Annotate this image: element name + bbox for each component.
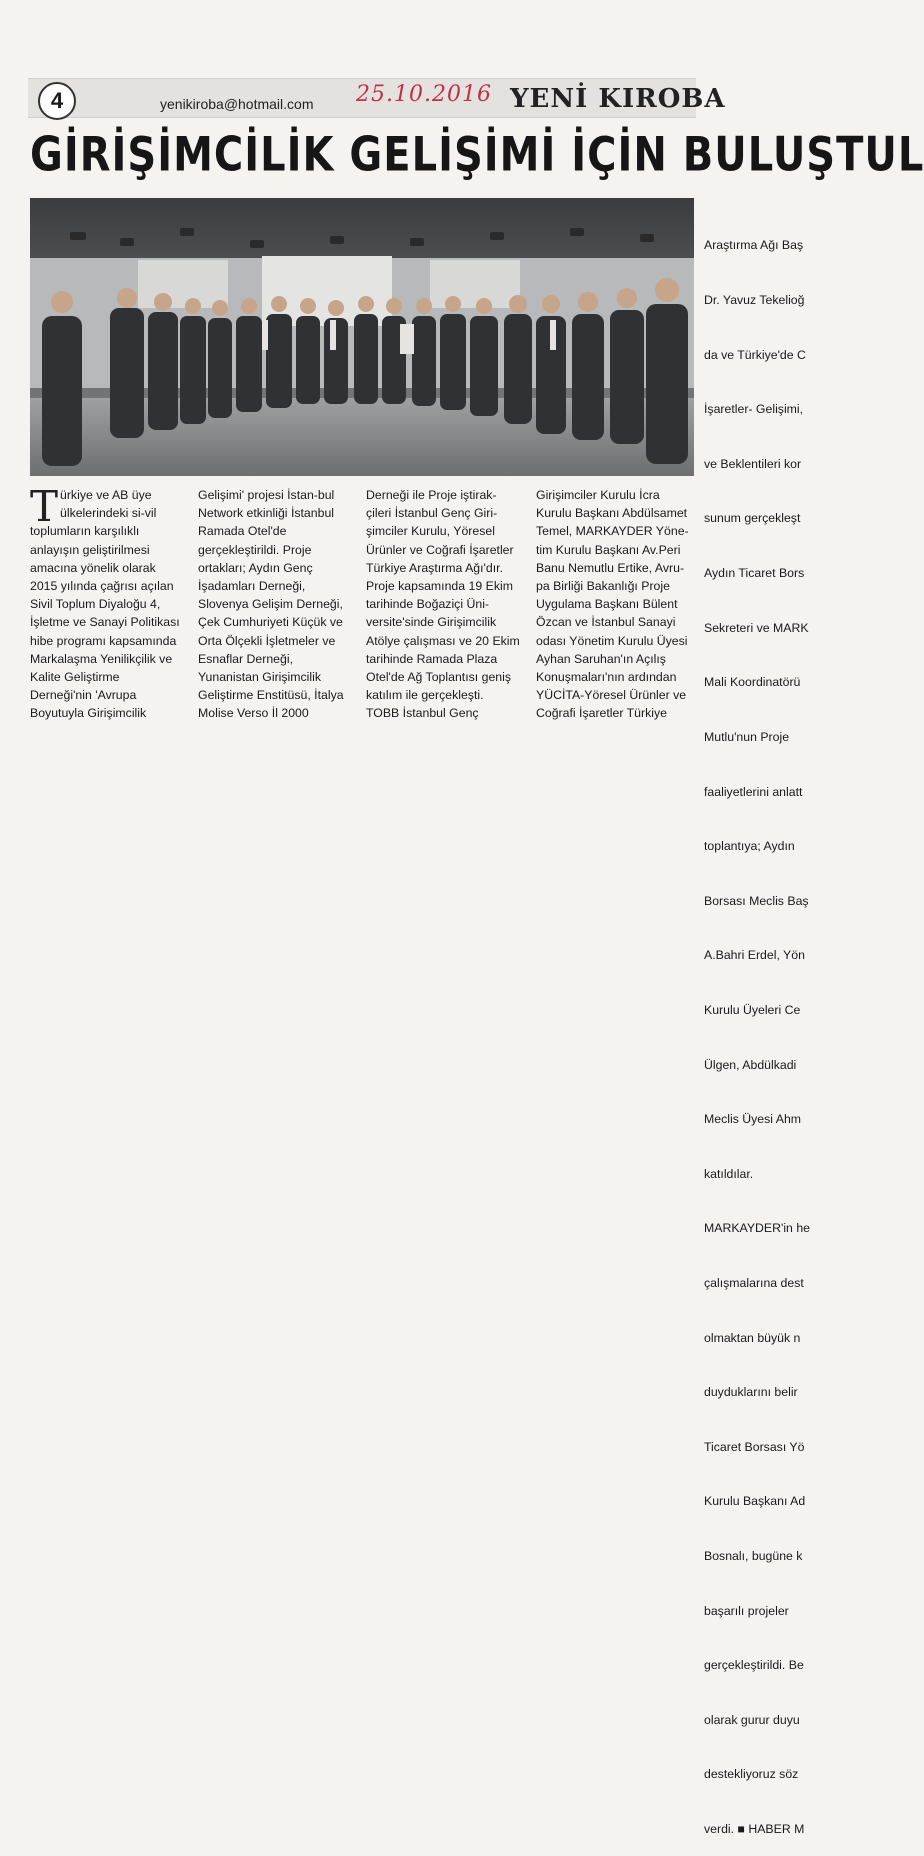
side-line: gerçekleştirildi. Be: [704, 1658, 804, 1673]
side-line: ve Beklentileri kor: [704, 456, 802, 471]
body-line: Gelişimi' projesi İstan-bul: [198, 488, 335, 502]
body-line: İşletme ve Sanayi Politikası: [30, 615, 180, 630]
body-line: Molise Verso İl 2000: [198, 706, 309, 721]
body-line: Ürünler ve Coğrafi İşaretler: [366, 542, 514, 557]
side-line: çalışmalarına dest: [704, 1275, 804, 1290]
body-line: Geliştirme Enstitüsü, İtalya: [198, 688, 344, 703]
side-line: Araştırma Ağı Baş: [704, 238, 804, 253]
side-line: destekliyoruz söz: [704, 1767, 799, 1782]
side-line: Mutlu'nun Proje: [704, 729, 790, 744]
body-line: Proje kapsamında 19 Ekim: [366, 579, 513, 594]
body-line: Özcan ve İstanbul Sanayi: [536, 615, 676, 630]
body-line: tim Kurulu Başkanı Av.Peri: [536, 542, 681, 557]
body-line: Uygulama Başkanı Bülent: [536, 597, 678, 612]
side-line: başarılı projeler: [704, 1603, 789, 1618]
body-line: ülkelerindeki si-vil: [60, 506, 157, 521]
side-line: Kurulu Üyeleri Ce: [704, 1002, 801, 1017]
newspaper-masthead: YENİ KIROBA: [510, 84, 726, 114]
side-line: Meclis Üyesi Ahm: [704, 1112, 802, 1127]
body-line: Konuşmaları'nın ardından: [536, 670, 677, 685]
handwritten-date: 25.10.2016: [356, 82, 492, 107]
side-line: olmaktan büyük n: [704, 1330, 801, 1345]
body-line: katılım ile gerçekleşti.: [366, 688, 484, 703]
body-line: ortakları; Aydın Genç: [198, 560, 313, 575]
side-line: toplantıya; Aydın: [704, 839, 795, 854]
page-number: 4: [38, 82, 76, 120]
body-line: TOBB İstanbul Genç: [366, 706, 479, 721]
drop-cap: T: [30, 482, 59, 531]
body-line: toplumların karşılıklı: [30, 524, 140, 539]
body-line: Temel, MARKAYDER Yöne-: [536, 524, 689, 539]
side-line: Kurulu Başkanı Ad: [704, 1494, 806, 1509]
body-line: Esnaflar Derneği,: [198, 651, 294, 666]
side-line: İşaretler- Gelişimi,: [704, 402, 804, 417]
body-column-2: [198, 486, 358, 723]
body-line: Sivil Toplum Diyaloğu 4,: [30, 597, 161, 612]
body-line: şimciler Kurulu, Yöresel: [366, 524, 495, 539]
side-line: Mali Koordinatörü: [704, 675, 801, 690]
side-line: Sekreteri ve MARK: [704, 620, 809, 635]
body-line: anlayışın geliştirilmesi: [30, 542, 150, 557]
body-line: Coğrafi İşaretler Türkiye: [536, 706, 667, 721]
body-line: pa Birliği Bakanlığı Proje: [536, 579, 670, 594]
side-line: Bosnalı, bugüne k: [704, 1549, 803, 1564]
body-line: gerçekleştirildi. Proje: [198, 542, 312, 557]
side-line: sunum gerçekleşt: [704, 511, 801, 526]
body-line: Kalite Geliştirme: [30, 670, 120, 685]
body-line: amacına yönelik olarak: [30, 560, 156, 575]
body-line: versite'sinde Girişimcilik: [366, 615, 497, 630]
body-line: tarihinde Boğaziçi Üni-: [366, 597, 490, 612]
group-photo-icon: [30, 198, 694, 476]
body-line: Türkiye Araştırma Ağı'dır.: [366, 560, 503, 575]
body-line: Ayhan Saruhan'ın Açılış: [536, 651, 666, 666]
body-line: Slovenya Gelişim Derneği,: [198, 597, 343, 612]
body-line: İşadamları Derneği,: [198, 579, 306, 594]
side-line: Ülgen, Abdülkadi: [704, 1057, 797, 1072]
side-line: verdi. ■ HABER M: [704, 1822, 805, 1837]
body-line: Banu Nemutlu Ertike, Avru-: [536, 560, 685, 575]
body-line: Ramada Otel'de: [198, 524, 287, 539]
body-column-1: [30, 482, 194, 723]
side-line: Aydın Ticaret Bors: [704, 566, 805, 581]
body-line: Boyutuyla Girişimcilik: [30, 706, 147, 721]
body-line: Orta Ölçekli İşletmeler ve: [198, 633, 336, 648]
body-line: 2015 yılında çağrısı açılan: [30, 579, 174, 594]
body-line: Network etkinliği İstanbul: [198, 506, 335, 521]
body-line: Derneği'nin 'Avrupa: [30, 688, 137, 703]
body-line: çileri İstanbul Genç Giri-: [366, 506, 498, 521]
body-line: Yunanistan Girişimcilik: [198, 670, 322, 685]
body-line: odası Yönetim Kurulu Üyesi: [536, 633, 688, 648]
side-line: da ve Türkiye'de C: [704, 347, 806, 362]
side-column: [704, 200, 814, 1856]
side-line: duyduklarını belir: [704, 1385, 798, 1400]
body-line: ürkiye ve AB üye: [60, 488, 152, 502]
body-line: Otel'de Ağ Toplantısı geniş: [366, 670, 511, 685]
email-address[interactable]: yenikiroba@hotmail.com: [160, 96, 314, 112]
side-line: katıldılar.: [704, 1166, 754, 1181]
body-line: Kurulu Başkanı Abdülsamet: [536, 506, 688, 521]
group-photo: [30, 198, 694, 476]
body-column-4: [536, 486, 696, 723]
side-line: A.Bahri Erdel, Yön: [704, 948, 805, 963]
body-line: Derneği ile Proje iştirak-: [366, 488, 497, 502]
side-line: Dr. Yavuz Tekelioğ: [704, 293, 805, 308]
side-line: olarak gurur duyu: [704, 1712, 800, 1727]
body-line: Markalaşma Yenilikçilik ve: [30, 651, 173, 666]
headline: GİRİŞİMCİLİK GELİŞİMİ İÇİN BULUŞTUL: [30, 128, 924, 183]
body-line: YÜCİTA-Yöresel Ürünler ve: [536, 688, 687, 703]
side-line: Ticaret Borsası Yö: [704, 1439, 805, 1454]
body-line: hibe programı kapsamında: [30, 633, 177, 648]
side-line: MARKAYDER'in he: [704, 1221, 810, 1236]
body-column-3: [366, 486, 526, 723]
side-line: Borsası Meclis Baş: [704, 893, 809, 908]
body-line: Girişimciler Kurulu İcra: [536, 488, 660, 502]
body-line: Çek Cumhuriyeti Küçük ve: [198, 615, 343, 630]
body-line: tarihinde Ramada Plaza: [366, 651, 498, 666]
body-line: Atölye çalışması ve 20 Ekim: [366, 633, 520, 648]
side-line: faaliyetlerini anlatt: [704, 784, 803, 799]
